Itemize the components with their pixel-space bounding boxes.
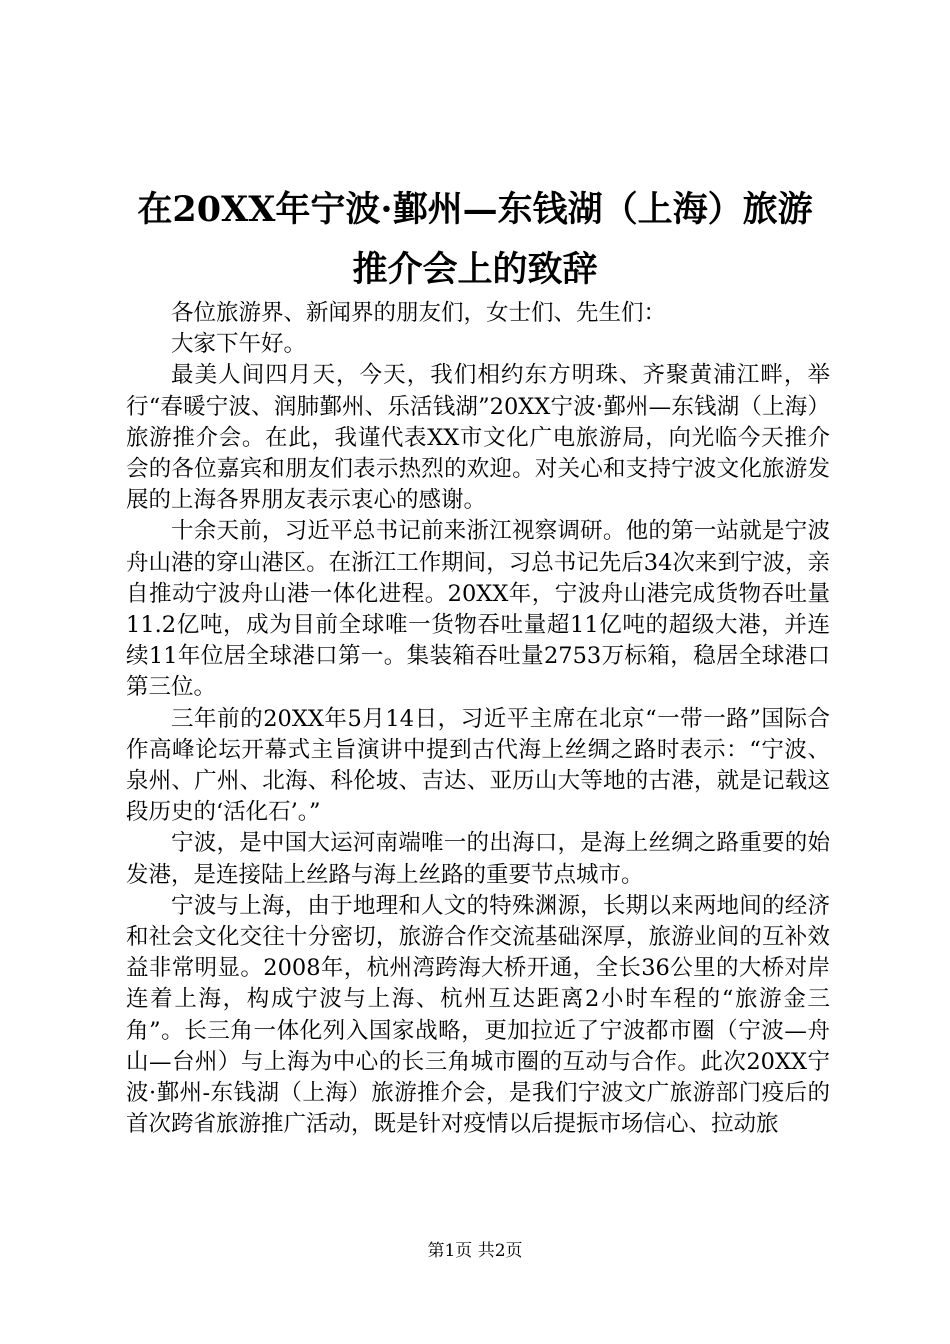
paragraph-silk-road: 三年前的20XX年5月14日，习近平主席在北京“一带一路”国际合作高峰论坛开幕式主旨演讲中提到古代海上丝绸之路时表示：“宁波、泉州、广州、北海、科伦坡、吉达、亚历山大等地的古港，就是记载这段历史的‘活化石’。” (126, 705, 830, 826)
paragraph-cooperation: 宁波与上海，由于地理和人文的特殊渊源，长期以来两地间的经济和社会文化交往十分密切，旅游合作交流基础深厚，旅游业间的互补效益非常明显。2008年，杭州湾跨海大桥开通，全长36公里的大桥对岸连着上海，构成宁波与上海、杭州互达距离2小时车程的“旅游金三角”。长三角一体化列入国家战略，更加拉近了宁波都市圈（宁波—舟山—台州）与上海为中心的长三角城市圈的互动与合作。此次20XX宁波·鄞州-东钱湖（上海）旅游推介会，是我们宁波文广旅游部门疫后的首次跨省旅游推广活动，既是针对疫情以后提振市场信心、拉动旅 (126, 892, 830, 1138)
paragraph-welcome: 最美人间四月天，今天，我们相约东方明珠、齐聚黄浦江畔，举行“春暖宁波、润肺鄞州、乐活钱湖”20XX宁波·鄞州—东钱湖（上海）旅游推介会。在此，我谨代表XX市文化广电旅游局，向光临今天推介会的各位嘉宾和朋友们表示热烈的欢迎。对关心和支持宁波文化旅游发展的上海各界朋友表示衷心的感谢。 (126, 362, 830, 514)
paragraph-greeting: 大家下午好。 (171, 331, 307, 358)
document-title-line-2: 推介会上的致辞 (352, 249, 598, 290)
paragraph-salutation: 各位旅游界、新闻界的朋友们，女士们、先生们： (171, 300, 667, 326)
paragraph-port: 十余天前，习近平总书记前来浙江视察调研。他的第一站就是宁波舟山港的穿山港区。在浙江工作期间，习总书记先后34次来到宁波，亲自推动宁波舟山港一体化进程。20XX年，宁波舟山港完成货物吞吐量11.2亿吨，成为目前全球唯一货物吞吐量超11亿吨的超级大港，并连续11年位居全球港口第一。集装箱吞吐量2753万标箱，稳居全球港口第三位。 (126, 518, 830, 701)
document-body (126, 298, 830, 1140)
paragraph-ningbo: 宁波，是中国大运河南端唯一的出海口，是海上丝绸之路重要的始发港，是连接陆上丝路与海上丝路的重要节点城市。 (126, 830, 830, 888)
page-number-footer: 第1页 共2页 (427, 1241, 523, 1261)
document-title-line-1: 在20XX年宁波·鄞州—东钱湖（上海）旅游 (137, 189, 813, 230)
